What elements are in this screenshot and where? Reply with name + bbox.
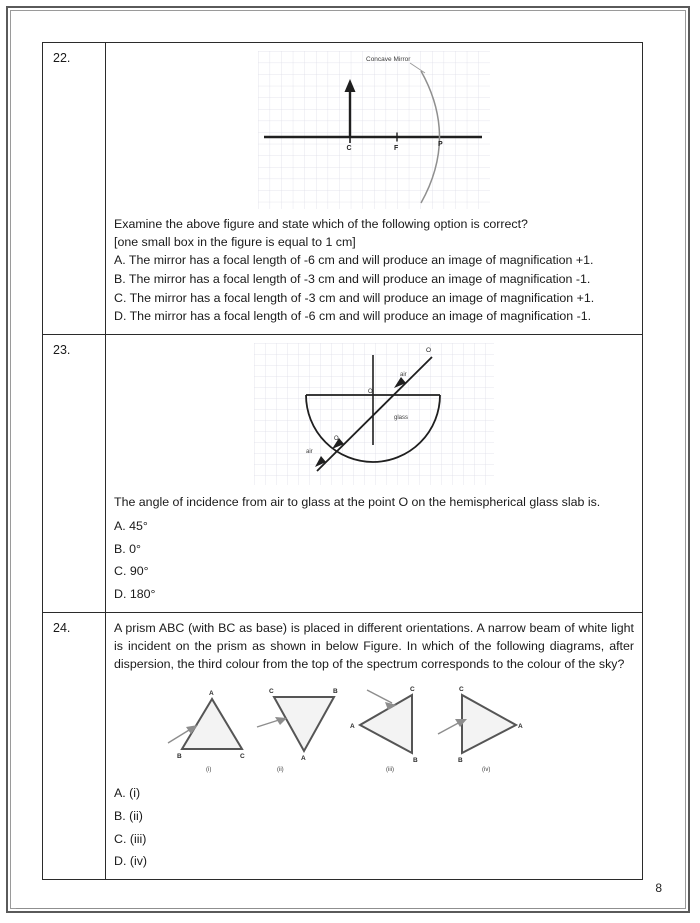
label-c: C — [346, 145, 352, 152]
prism-iii-caption: (iii) — [386, 767, 394, 774]
prism-i-vertex-c: C — [240, 753, 245, 761]
question-body-24 — [106, 612, 643, 879]
figure-prism-orientations — [114, 681, 634, 777]
prism-iv-vertex-a: A — [518, 723, 523, 731]
label-o-entry: O — [334, 435, 339, 442]
questions-table — [42, 42, 643, 880]
question-23-prompt: The angle of incidence from air to glass at the point O on the hemispherical glass slab is. — [114, 494, 601, 509]
prism-ii-vertex-c: C — [269, 688, 274, 696]
prism-ii-vertex-b: B — [333, 688, 338, 696]
table-row — [43, 612, 643, 879]
prism-iii-vertex-a: A — [350, 723, 355, 731]
question-23-option-b[interactable]: B. 0° — [114, 541, 141, 556]
question-body-23 — [106, 334, 643, 612]
question-22-option-b[interactable]: B. The mirror has a focal length of -3 cm and will produce an image of magnification -1. — [114, 272, 591, 287]
label-air-top: air — [400, 371, 407, 378]
concave-mirror-label: Concave Mirror — [366, 56, 411, 63]
question-22-prompt-line2: [one small box in the figure is equal to 1 cm] — [114, 235, 356, 250]
prism-ii — [257, 688, 338, 773]
prism-iii — [350, 686, 418, 773]
question-23-option-d[interactable]: D. 180° — [114, 587, 156, 602]
prism-iv-caption: (iv) — [482, 767, 491, 774]
concave-mirror-svg — [258, 51, 490, 209]
prism-i — [168, 690, 245, 773]
question-number-22: 22. — [43, 43, 106, 335]
question-number-24: 24. — [43, 612, 106, 879]
prism-orientations-svg — [164, 681, 584, 777]
prism-i-vertex-b: B — [177, 753, 182, 761]
figure-concave-mirror — [114, 51, 634, 209]
footer-divider — [16, 908, 680, 909]
label-p: P — [438, 141, 443, 148]
table-row — [43, 334, 643, 612]
prism-i-vertex-a: A — [209, 690, 214, 698]
question-number-23: 23. — [43, 334, 106, 612]
prism-iii-vertex-b: B — [413, 757, 418, 765]
label-f: F — [394, 145, 399, 152]
question-22-prompt-line1: Examine the above figure and state which of the following option is correct? — [114, 217, 528, 231]
prism-i-caption: (i) — [206, 767, 212, 774]
question-24-option-c[interactable]: C. (iii) — [114, 831, 147, 846]
question-body-22 — [106, 43, 643, 335]
prism-iv — [438, 686, 523, 773]
prism-iv-vertex-b: B — [458, 757, 463, 765]
question-24-option-b[interactable]: B. (ii) — [114, 809, 143, 824]
question-22-option-d[interactable]: D. The mirror has a focal length of -6 cm and will produce an image of magnification -1. — [114, 309, 592, 324]
label-o-centre: O — [368, 388, 373, 395]
label-glass: glass — [394, 414, 409, 421]
question-23-option-a[interactable]: A. 45° — [114, 519, 148, 534]
table-row — [43, 43, 643, 335]
label-o-exit: O — [426, 346, 432, 354]
question-24-prompt: A prism ABC (with BC as base) is placed in different orientations. A narrow beam of white light is incident on the prism as shown in below Figure. In which of the following diagrams, after dispersion, the third colour from the top of the spectrum corresponds to the colour of the sky? — [114, 620, 634, 672]
prism-ii-vertex-a: A — [301, 755, 306, 763]
question-23-option-c[interactable]: C. 90° — [114, 564, 149, 579]
question-24-option-d[interactable]: D. (iv) — [114, 854, 148, 869]
prism-iv-vertex-c: C — [459, 686, 464, 694]
prism-ii-caption: (ii) — [277, 767, 284, 774]
prism-iii-vertex-c: C — [410, 686, 415, 694]
hemispherical-slab-svg — [254, 343, 494, 485]
question-24-option-a[interactable]: A. (i) — [114, 786, 141, 801]
label-air-outer: air — [306, 448, 313, 455]
question-22-option-c[interactable]: C. The mirror has a focal length of -3 cm and will produce an image of magnification +1. — [114, 290, 595, 305]
figure-hemispherical-slab — [114, 343, 634, 485]
page-number: 8 — [655, 881, 662, 895]
question-22-option-a[interactable]: A. The mirror has a focal length of -6 cm and will produce an image of magnification +1. — [114, 253, 594, 268]
